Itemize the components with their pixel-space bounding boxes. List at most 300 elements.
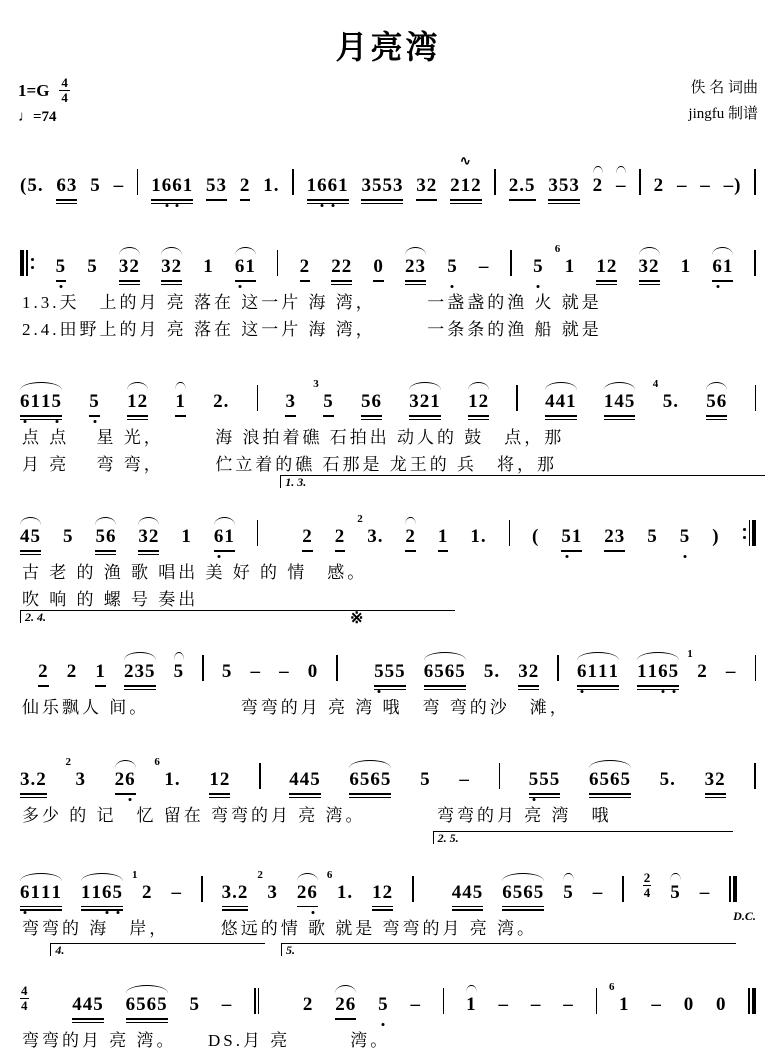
- beam-line: [509, 199, 536, 201]
- note-group: 5.: [483, 661, 501, 682]
- note-group: 3553: [361, 176, 403, 196]
- note-group: 32: [639, 257, 660, 277]
- note-group: 0: [307, 661, 319, 682]
- note-group: 1: [680, 256, 692, 277]
- beam-line: [712, 280, 733, 282]
- score: [18, 143, 758, 1054]
- barline: [254, 988, 259, 1014]
- slur-arc: [545, 382, 577, 390]
- beam-line: [127, 415, 148, 417]
- tempo-marking: [18, 109, 70, 126]
- beam-line: [361, 203, 403, 205]
- note-group: 1 6: [554, 243, 576, 277]
- note-group: –: [478, 256, 490, 277]
- note-group: 2: [335, 527, 346, 547]
- lyric-row: 吹 响 的 螺 号 奏出: [22, 590, 199, 609]
- note-group: –: [676, 175, 688, 196]
- beam-line: [452, 906, 484, 908]
- note-group: 5: [174, 662, 185, 682]
- note-group: 5: [56, 257, 67, 277]
- note-group: 555: [529, 770, 561, 790]
- beam-line: [589, 793, 631, 795]
- note-group: 6115: [20, 392, 62, 412]
- tempo-value: =74: [33, 108, 57, 125]
- system-1: [18, 143, 758, 208]
- barline: [639, 169, 641, 195]
- note-group: 32: [138, 527, 159, 547]
- note-group: 5: [420, 769, 431, 790]
- beam-line: [335, 1018, 356, 1020]
- note-group: 212 ∿: [450, 176, 482, 196]
- slur-arc: [468, 382, 489, 390]
- note-group: 441: [545, 392, 577, 412]
- barline: [557, 655, 559, 681]
- time-signature: 4 4: [21, 982, 28, 1013]
- barline: [622, 876, 624, 902]
- slur-arc: [637, 652, 679, 660]
- mordent-icon: ∿: [459, 153, 472, 168]
- note-group: 145: [604, 392, 636, 412]
- slur-arc: [115, 760, 136, 768]
- note-group: 12: [468, 392, 489, 412]
- beam-line: [604, 415, 636, 417]
- note-group: 5: [679, 526, 691, 547]
- beam-line: [361, 199, 403, 201]
- notes-row: [18, 359, 758, 424]
- beam-line: [20, 797, 47, 799]
- barline: [137, 169, 139, 195]
- beam-line: [596, 280, 617, 282]
- note-group: 1 6: [608, 981, 630, 1016]
- beam-line: [289, 793, 321, 795]
- beam-line: [56, 199, 77, 201]
- beam-line: [20, 550, 41, 552]
- beam-line: [175, 415, 186, 417]
- slur-arc: [127, 382, 148, 390]
- barline: [336, 655, 338, 681]
- slur-arc: [706, 382, 727, 390]
- slur-arc: [616, 166, 627, 174]
- beam-line: [126, 1022, 168, 1024]
- beam-line: [138, 550, 159, 552]
- meter-fraction: [59, 76, 70, 106]
- notes-row: [18, 224, 758, 289]
- note-group: ): [712, 526, 720, 547]
- note-group: 12: [209, 770, 230, 790]
- note-group: 555: [374, 662, 406, 682]
- beam-line: [72, 1018, 104, 1020]
- slur-arc: [712, 247, 733, 255]
- lyric-row: 多少 的 记 忆 留在 弯弯的月 亮 湾。 弯弯的月 亮 湾 哦: [22, 806, 612, 825]
- system-6: [18, 737, 758, 829]
- note-group: 2: [302, 994, 314, 1016]
- beam-line: [20, 554, 41, 556]
- system-2: [18, 224, 758, 343]
- note-group: –: [459, 769, 470, 790]
- beam-line: [20, 909, 62, 911]
- beam-line: [222, 906, 249, 908]
- beam-line: [424, 685, 466, 687]
- beam-line: [452, 909, 484, 911]
- barline: [499, 763, 501, 789]
- barline: [202, 655, 204, 681]
- credit-transcriber: jingfu 制谱: [688, 105, 758, 122]
- barline: [755, 655, 757, 681]
- note-group: 5. 4: [652, 378, 679, 412]
- barline: [754, 250, 756, 276]
- barline: [494, 169, 496, 195]
- barline: [596, 988, 598, 1014]
- note-group: 3.2: [222, 883, 249, 903]
- note-group: 45: [20, 527, 41, 547]
- beam-line: [361, 419, 382, 421]
- repeat-end-barline: [742, 520, 757, 546]
- note-group: 1165: [81, 883, 123, 903]
- note-group: 0: [373, 257, 384, 277]
- lyric-row: 弯弯的 海 岸， 悠远的情 歌 就是 弯弯的月 亮 湾。: [22, 918, 537, 938]
- beam-line: [639, 284, 660, 286]
- note-group: 2 1: [687, 648, 708, 682]
- beam-line: [56, 280, 67, 282]
- note-group: 5: [62, 526, 74, 547]
- slur-arc: [95, 517, 116, 525]
- key-tempo-block: [18, 76, 70, 126]
- beam-line: [222, 909, 249, 911]
- note-group: 5: [647, 526, 658, 547]
- note-group: 6565: [502, 883, 544, 903]
- note-group: 5: [563, 883, 574, 903]
- beam-line: [335, 550, 346, 552]
- beam-line: [637, 685, 679, 687]
- note-group: –: [113, 175, 125, 196]
- notes-row: 2. 4. 2 2 1 235 5 5 – – 0 ※ 555 6565 5. 32 6111 1165 2 1 –: [18, 629, 758, 694]
- barline: [516, 385, 518, 411]
- note-group: 321: [409, 392, 441, 412]
- beam-line: [416, 199, 437, 201]
- beam-line: [361, 415, 382, 417]
- barline: [201, 876, 203, 902]
- note-group: 2.5: [509, 176, 536, 196]
- beam-line: [502, 909, 544, 911]
- note-group: 5: [87, 256, 98, 277]
- repeat-start-barline: [20, 250, 35, 276]
- slur-arc: [466, 985, 477, 993]
- grace-note: 2: [65, 756, 72, 768]
- beam-line: [115, 793, 136, 795]
- final-barline: [729, 876, 737, 902]
- note-group: 6111: [577, 662, 619, 682]
- slur-arc: [670, 873, 681, 881]
- beam-line: [529, 793, 561, 795]
- beam-line: [468, 415, 489, 417]
- note-group: 2: [66, 661, 78, 682]
- note-group: 445: [72, 995, 104, 1015]
- note-group: 26: [335, 995, 356, 1015]
- beam-line: [405, 280, 426, 282]
- note-group: 235: [124, 662, 156, 682]
- slur-arc: [235, 247, 256, 255]
- beam-line: [331, 284, 352, 286]
- note-group: 6565: [424, 662, 466, 682]
- note-group: 2: [302, 527, 313, 547]
- note-group: 1: [438, 527, 449, 547]
- beam-line: [373, 280, 384, 282]
- note-group: 61: [235, 257, 256, 277]
- note-group: 3 2: [257, 868, 278, 903]
- grace-note: 1: [132, 868, 139, 881]
- beam-line: [300, 280, 311, 282]
- beam-line: [374, 685, 406, 687]
- beam-line: [502, 906, 544, 908]
- note-group: 2: [653, 175, 665, 196]
- beam-line: [372, 906, 393, 908]
- beam-line: [577, 685, 619, 687]
- key-value: G: [36, 80, 50, 100]
- note-group: –: [699, 881, 711, 903]
- note-group: (: [532, 526, 540, 547]
- grace-note: 4: [652, 378, 660, 390]
- barline: [755, 385, 757, 411]
- note-group: 56: [706, 392, 727, 412]
- beam-line: [518, 689, 539, 691]
- barline: [510, 250, 512, 276]
- lyric-row: 古 老 的 渔 歌 唱出 美 好 的 情 感。: [22, 563, 368, 582]
- beam-line: [124, 689, 156, 691]
- barline: [412, 876, 414, 902]
- grace-note: 6: [154, 756, 161, 768]
- note-group: 2: [38, 662, 49, 682]
- repeat-dots: [743, 528, 746, 539]
- note-group: 1: [181, 526, 192, 547]
- slur-arc: [577, 652, 619, 660]
- time-signature: 2 4: [643, 870, 651, 901]
- note-group: 23: [604, 527, 625, 547]
- beam-line: [20, 793, 47, 795]
- note-group: 1: [203, 256, 214, 277]
- beam-line: [289, 797, 321, 799]
- beam-line: [548, 203, 580, 205]
- note-group: –: [410, 994, 421, 1016]
- note-group: (5.: [20, 175, 44, 196]
- barline: [443, 988, 445, 1014]
- beam-line: [285, 415, 296, 417]
- note-group: 5: [221, 661, 233, 682]
- lyric-row: 点 点 星 光， 海 浪拍着礁 石拍出 动人的 鼓 点，那: [22, 428, 565, 447]
- grace-note: 1: [687, 648, 694, 660]
- slur-arc: [563, 873, 574, 881]
- meter-numerator: 4: [61, 75, 68, 90]
- slur-arc: [639, 247, 660, 255]
- beam-line: [374, 689, 406, 691]
- grace-note: 2: [357, 513, 364, 525]
- beam-line: [548, 199, 580, 201]
- beam-line: [450, 199, 482, 201]
- grace-note: 6: [554, 243, 562, 255]
- beam-line: [706, 419, 727, 421]
- note-group: 0: [683, 994, 695, 1016]
- note-group: 1661: [151, 176, 193, 196]
- note-group: 32: [518, 662, 539, 682]
- note-group: 445: [452, 883, 484, 903]
- note-group: –: [700, 175, 711, 196]
- note-group: 3.2: [20, 770, 47, 790]
- note-group: 23: [405, 257, 426, 277]
- beam-line: [450, 203, 482, 205]
- beam-line: [81, 906, 123, 908]
- slur-arc: [161, 247, 182, 255]
- slur-arc: [124, 652, 156, 660]
- grace-note: 3: [313, 378, 320, 390]
- system-4: [18, 475, 758, 613]
- slur-arc: [405, 247, 426, 255]
- note-group: 6565: [589, 770, 631, 790]
- slur-arc: [175, 382, 186, 390]
- meter-denominator: 4: [61, 90, 68, 106]
- beam-line: [705, 797, 726, 799]
- beam-line: [209, 797, 230, 799]
- beam-line: [372, 909, 393, 911]
- note-group: –: [616, 176, 627, 196]
- system-8: [18, 943, 758, 1054]
- slur-arc: [424, 652, 466, 660]
- note-group: 2: [593, 176, 604, 196]
- beam-line: [639, 280, 660, 282]
- note-group: 5: [189, 994, 200, 1016]
- beam-line: [235, 280, 256, 282]
- barline: [292, 169, 294, 195]
- notes-row: 4 4 4. 445 6565 5 – 5. 2 26 5 – 1 – – – 1 6 – 0 0: [18, 958, 758, 1028]
- note-group: 32: [161, 257, 182, 277]
- barline: [259, 763, 261, 789]
- slur-arc: [589, 760, 631, 768]
- beam-line: [307, 203, 349, 205]
- note-group: 1: [466, 995, 477, 1015]
- note-group: –: [279, 661, 290, 682]
- beam-line: [596, 284, 617, 286]
- note-group: 12: [127, 392, 148, 412]
- note-group: 56: [95, 527, 116, 547]
- lyric-row: 月 亮 弯 弯， 伫立着的礁 石那是 龙王的 兵 将，那: [22, 455, 557, 474]
- note-group: 1661: [307, 176, 349, 196]
- note-group: 1. 6: [154, 756, 181, 790]
- slur-arc: [119, 247, 140, 255]
- barline: [257, 385, 259, 411]
- note-group: 5: [378, 994, 389, 1016]
- note-group: 26: [115, 770, 136, 790]
- beam-line: [72, 1022, 104, 1024]
- beam-line: [95, 685, 106, 687]
- beam-line: [126, 1018, 168, 1020]
- note-group: 3. 2: [357, 513, 384, 547]
- note-group: –: [563, 994, 574, 1016]
- beam-line: [323, 415, 334, 417]
- beam-line: [589, 797, 631, 799]
- note-group: 2: [300, 257, 311, 277]
- slur-arc: [335, 985, 356, 993]
- note-group: 32: [705, 770, 726, 790]
- barline: [257, 520, 259, 546]
- note-group: 353: [548, 176, 580, 196]
- lyric-row: 仙乐飘人 间。 弯弯的月 亮 湾 哦 弯 弯的沙 滩，: [22, 698, 570, 717]
- note-group: –: [171, 881, 183, 903]
- page-title: 月亮湾: [335, 29, 441, 65]
- note-group: 5: [89, 392, 100, 412]
- note-group: 445: [289, 770, 321, 790]
- beam-line: [307, 199, 349, 201]
- notes-row: 45 5 56 32 1 61 1. 3. 2 2 3. 2 2 1 1. ( 51 23 5 5 ): [18, 494, 758, 559]
- note-group: 26: [297, 883, 318, 903]
- credits: [688, 76, 758, 127]
- beam-line: [409, 415, 441, 417]
- barline: [754, 169, 756, 195]
- note-group: 1: [95, 662, 106, 682]
- grace-note: 2: [257, 868, 264, 881]
- beam-line: [209, 793, 230, 795]
- barline: [754, 763, 756, 789]
- lyric-row: 2.4.田野上的月 亮 落在 这一片 海 湾， 一条条的渔 船 就是: [22, 320, 602, 339]
- note-group: 56: [361, 392, 382, 412]
- slur-arc: [138, 517, 159, 525]
- beam-line: [20, 906, 62, 908]
- beam-line: [561, 550, 582, 552]
- beam-line: [119, 284, 140, 286]
- beam-line: [95, 550, 116, 552]
- beam-line: [706, 415, 727, 417]
- note-group: –: [530, 994, 542, 1016]
- beam-line: [438, 550, 449, 552]
- slur-arc: [20, 873, 62, 881]
- note-group: 6565: [126, 995, 168, 1015]
- beam-line: [331, 280, 352, 282]
- beam-line: [468, 419, 489, 421]
- slur-arc: [297, 873, 318, 881]
- system-5: [18, 610, 758, 721]
- beam-line: [424, 689, 466, 691]
- note-group: 22: [331, 257, 352, 277]
- key-prefix: 1=: [18, 80, 37, 100]
- note-group: 0: [716, 994, 727, 1016]
- slur-arc: [405, 517, 416, 525]
- slur-arc: [126, 985, 168, 993]
- notes-row: [18, 737, 758, 802]
- note-group: –): [723, 175, 742, 196]
- note-group: 3: [285, 392, 296, 412]
- note-group: 63: [56, 176, 77, 196]
- notes-row: [18, 143, 758, 208]
- system-7: [18, 830, 758, 942]
- note-group: 2 1: [132, 868, 153, 903]
- note-group: 5: [90, 175, 101, 196]
- beam-line: [214, 550, 235, 552]
- beam-line: [151, 203, 193, 205]
- slur-arc: [81, 873, 123, 881]
- note-group: 1.: [263, 175, 280, 196]
- note-group: 5: [533, 256, 544, 277]
- beam-line: [124, 685, 156, 687]
- note-group: 3 2: [65, 756, 86, 790]
- note-group: –: [250, 661, 261, 682]
- slur-arc: [174, 652, 185, 660]
- slur-arc: [604, 382, 636, 390]
- beam-line: [604, 419, 636, 421]
- slur-arc: [409, 382, 441, 390]
- note-group: 51: [561, 527, 582, 547]
- beam-line: [518, 685, 539, 687]
- note-group: 61: [214, 527, 235, 547]
- repeat-dots: [31, 258, 34, 269]
- note-group: 2: [240, 176, 251, 196]
- note-group: 1.: [470, 526, 487, 547]
